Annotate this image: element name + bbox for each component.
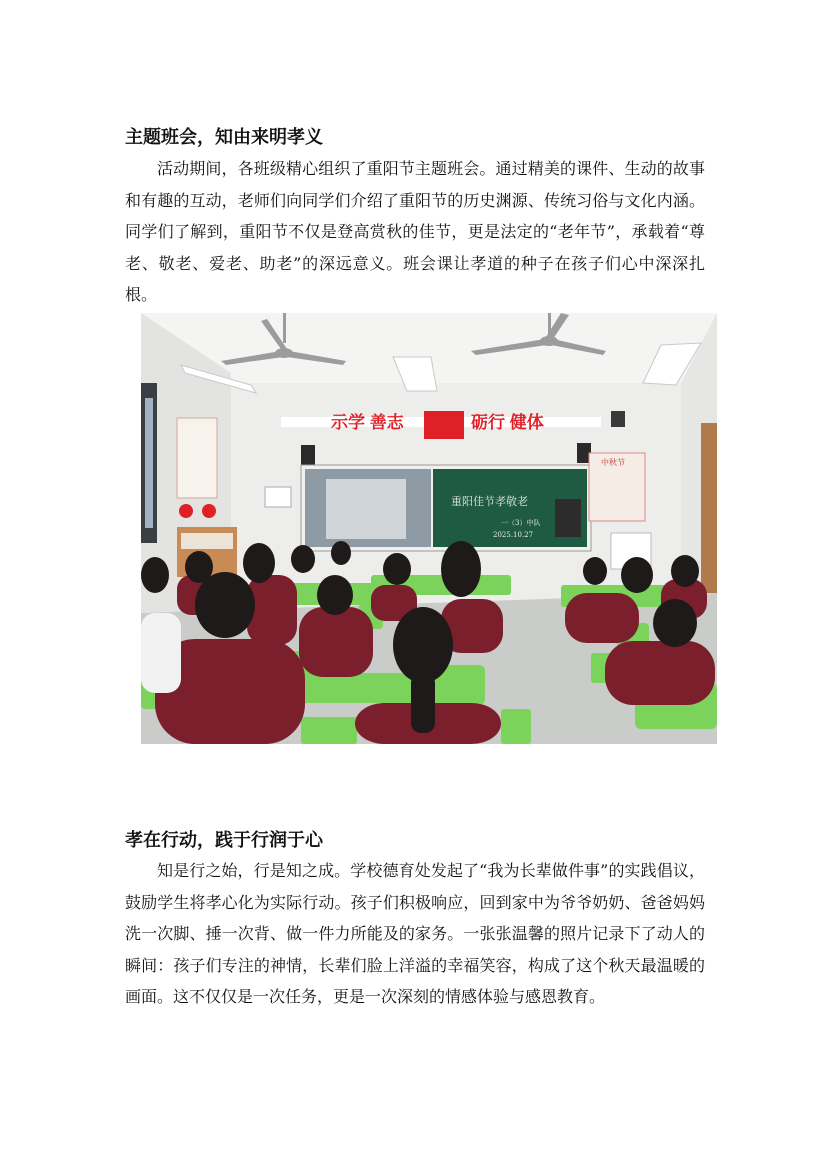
banner-left-text: 示学 善志: [331, 413, 404, 432]
classroom-photo: [141, 313, 717, 744]
section1-heading: 主题班会，知由来明孝义: [125, 127, 323, 148]
wall-poster: 中秋节: [601, 458, 625, 467]
board-title: 重阳佳节孝敬老: [451, 495, 528, 508]
section2-heading: 孝在行动，践于行润于心: [125, 830, 323, 851]
section2-paragraph: 知是行之始，行是知之成。学校德育处发起了“我为长辈做件事”的实践倡议，鼓励学生将孝心化为实际行动。孩子们积极响应，回到家中为爷爷奶奶、爸爸妈妈洗一次脚、捶一次背、做一件力所能及的家务。一张张温馨的照片记录下了动人的瞬间：孩子们专注的神情，长辈们脸上洋溢的幸福笑容，构成了这个秋天最温暖的画面。这不仅仅是一次任务，更是一次深刻的情感体验与感恩教育。: [125, 861, 705, 1006]
section1-paragraph: 活动期间，各班级精心组织了重阳节主题班会。通过精美的课件、生动的故事和有趣的互动，老师们向同学们介绍了重阳节的历史渊源、传统习俗与文化内涵。同学们了解到，重阳节不仅是登高赏秋的佳节，更是法定的“老年节”，承载着“尊老、敬老、爱老、助老”的深远意义。班会课让孝道的种子在孩子们心中深深扎根。: [125, 159, 705, 304]
banner-flag: [424, 411, 464, 439]
board-signature: 一（3）中队: [501, 519, 541, 527]
banner-right-text: 砺行 健体: [471, 413, 544, 432]
board-date: 2025.10.27: [493, 531, 534, 539]
